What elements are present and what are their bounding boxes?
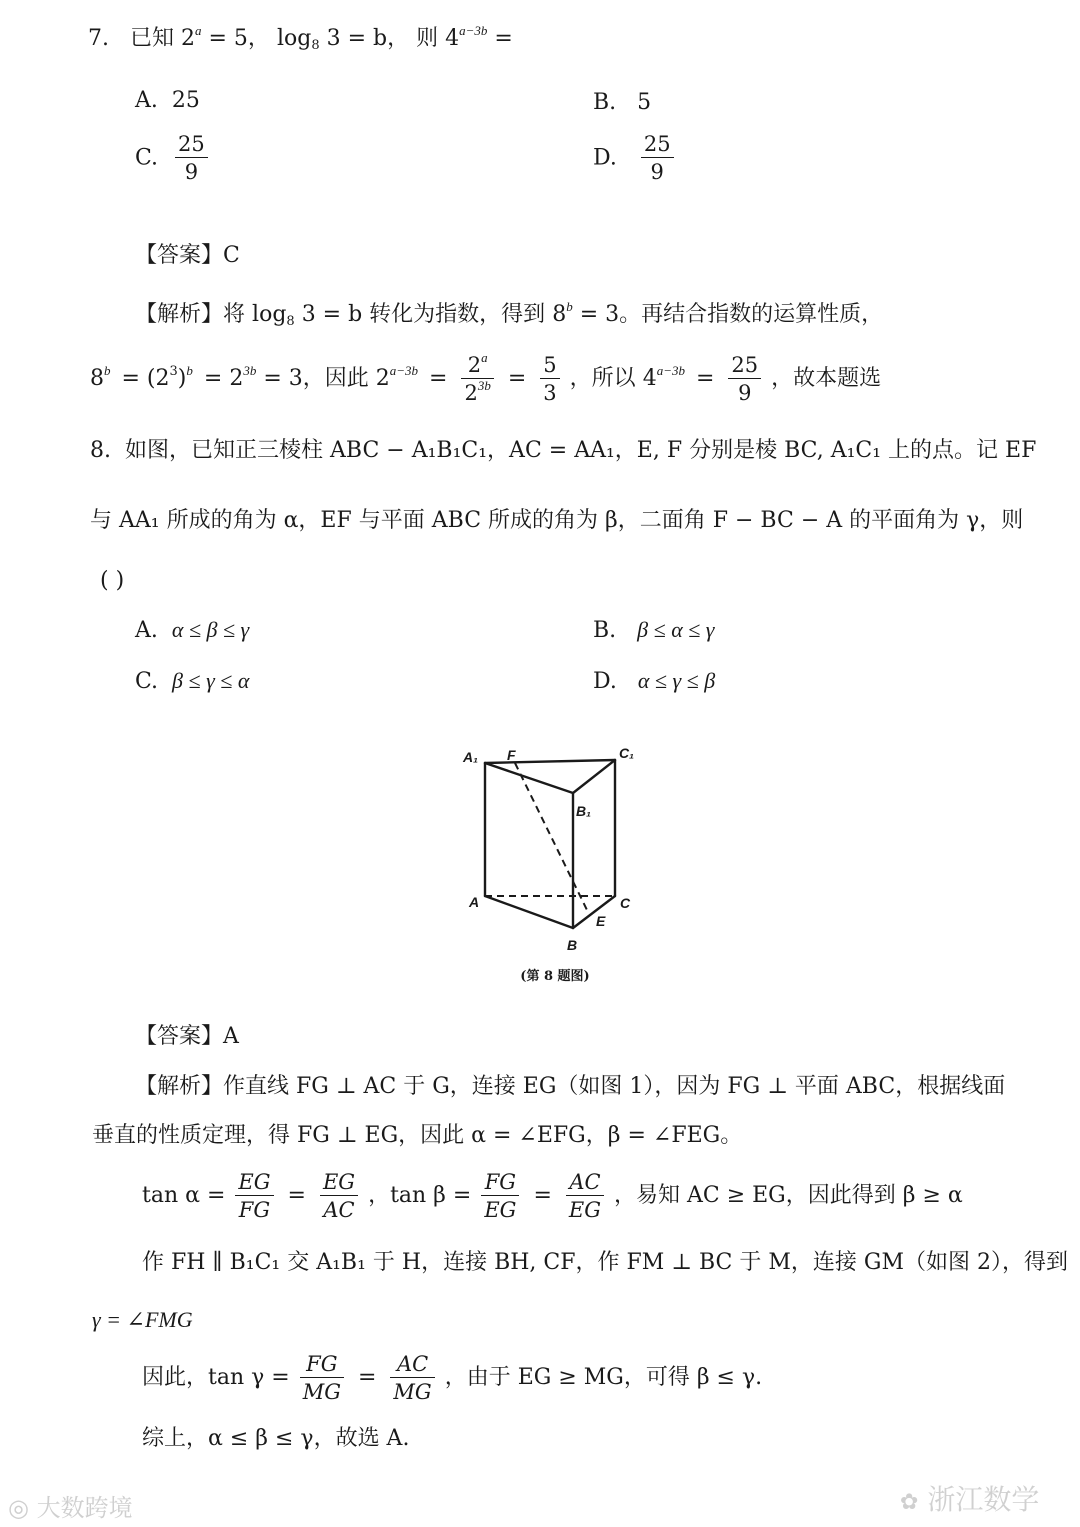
label-b1: B₁ [576,803,592,819]
q8-option-a-label: A. [135,618,158,643]
q7-l2-eight: 8 [90,366,104,392]
q7-option-a-label: A. [135,88,158,113]
label-c: C [620,895,631,911]
q8-answer [135,1024,239,1050]
q7-l2-exp-a3b: a−3b [389,363,419,379]
label-f: F [507,747,516,763]
q8-analysis-line2 [92,1123,742,1149]
q8-ta-frac1 [235,1170,273,1222]
q8-tg-frac2-den: MG [393,1380,432,1405]
q7-log: log [276,26,312,51]
q7-option-a [135,88,200,113]
q7-frac2-num: 5 [540,353,559,379]
q8-option-c [135,668,249,694]
q7-option-d [593,132,677,184]
q7-log-base: 8 [311,38,320,53]
q8-option-b [593,617,714,643]
q7-option-c-label: C. [135,145,159,171]
q7-analysis-c: = 3。再结合指数的运算性质， [579,302,884,327]
q7-analysis-exp-b: b [566,299,573,314]
watermark-left-text: 大数跨境 [36,1494,133,1522]
q7-l2-so: ，所以 [569,366,636,392]
q8-tb-frac1 [481,1170,519,1222]
q7-option-b [593,90,651,115]
q8-option-b-value: β ≤ α ≤ γ [637,617,715,642]
q8-stem2: 与 AA₁ 所成的角为 α，EF 与平面 ABC 所成的角为 β，二面角 F − BC − A 的平面角为 γ，则 [90,508,1024,533]
q7-frac2 [540,353,559,405]
q8-ta-eq: = [287,1182,306,1208]
edge-a1-b1 [485,763,573,793]
q7-option-d-label: D. [593,145,617,171]
q8-tg-tail: ，由于 EG ≥ MG，可得 β ≤ γ. [444,1364,763,1390]
q7-l2-eq: = $(2^3)^b$ [121,363,193,392]
q7-l2-mid: = 2 [203,366,244,392]
q8-tg-eq: = [357,1364,377,1390]
q7-analysis-eight: 8 [552,302,567,327]
q7-frac1-num-exp: a [481,350,488,365]
q8-ta-frac1-den: FG [238,1198,271,1223]
q7-l2-exp-3b: 3b [243,363,257,379]
q8-tb-frac1-num: FG [481,1170,519,1196]
q8-ta-frac1-num: EG [235,1170,273,1196]
q8-option-d-value: α ≤ γ ≤ β [637,668,716,693]
q7-option-c-num: 25 [175,132,208,158]
q7-l2-end: ，故本题选 [771,366,882,392]
q8-option-a [135,617,249,643]
q7-option-d-num: 25 [641,132,674,158]
wechat-icon: ✿ [900,1490,919,1515]
q7-option-b-value: 5 [637,90,652,115]
q8-tg-frac2 [390,1352,434,1404]
watermark-left [8,1488,133,1523]
q8-tb-frac1-den: EG [484,1198,517,1223]
q7-analysis-log: log [252,302,287,327]
label-b: B [567,937,578,953]
q8-tg-frac1-num: FG [300,1352,344,1378]
q7-option-a-value: 25 [171,88,200,113]
q7-stem [88,23,513,53]
q8-analysis3: 作 FH ∥ B₁C₁ 交 A₁B₁ 于 H，连接 BH, CF，作 FM ⊥ BC 于 M，连接 GM（如图 2），得到 [142,1250,1068,1275]
q7-l2-eq4: = [695,366,715,392]
q7-option-d-fraction [641,132,674,184]
q8-summary-text: 综上，α ≤ β ≤ γ，故选 A. [142,1426,410,1451]
q7-analysis-line2 [90,350,882,406]
q7-frac1-num-base: 2 [467,353,482,377]
q7-number: 7. [88,26,109,51]
q7-l2-two: 2 [375,366,390,392]
q8-option-b-label: B. [593,618,617,643]
q7-answer-value: C [223,243,240,268]
q7-option-c-fraction [175,132,208,184]
label-a1: A₁ [463,749,479,765]
q7-l2-eq3b: = [507,366,527,392]
q8-analysis-line1 [135,1074,1005,1100]
q8-paren [100,568,124,594]
q7-analysis-line1 [135,299,884,329]
q8-answer-value: A [223,1024,239,1049]
q7-l2-four: 4 [642,366,657,392]
q7-frac1 [461,350,493,406]
q8-tan-alpha: tan α = [142,1182,226,1208]
q7-pow-base: 4 [445,26,460,51]
watermark-left-icon: ◎ [8,1494,29,1522]
q8-analysis-line3 [142,1250,1068,1276]
q8-analysis1: 作直线 FG ⊥ AC 于 G，连接 EG（如图 1），因为 FG ⊥ 平面 ABC，根据线面 [223,1074,1006,1099]
q8-stem-line2 [90,508,1023,534]
edge-b1-c1 [573,760,615,793]
q8-stem-line1 [90,438,1036,464]
q8-tb-frac2-den: EG [568,1198,601,1223]
q8-tg-frac1-den: MG [302,1380,341,1405]
q8-tb-eq: = [533,1182,552,1208]
q8-tb-frac2 [566,1170,604,1222]
q7-l2-eq3: = 3，因此 [263,366,369,392]
q7-pow-exp: a−3b [459,23,488,38]
q8-ta-frac2-den: AC [323,1198,355,1223]
q8-analysis-tag: 【解析】 [135,1074,224,1099]
label-c1: C₁ [619,745,635,761]
q8-summary [142,1426,409,1452]
edge-b-c [573,896,615,928]
q7-l2-eq2: = [429,366,448,392]
q7-frac2-den: 3 [543,381,557,406]
q8-ta-frac2-num: EG [320,1170,358,1196]
q8-option-c-value: β ≤ γ ≤ α [172,668,250,693]
q7-stem-then: 则 [416,26,439,51]
q8-tan-line [142,1170,963,1222]
q7-option-c [135,132,211,184]
q7-frac1-den-base: 2 [464,381,478,406]
q7-l2-four-exp: a−3b [656,363,685,379]
q7-frac3-den: 9 [738,381,752,406]
label-a: A [469,894,480,910]
q8-option-d [593,668,715,694]
prism-figure [455,738,655,988]
q7-analysis-log-base: 8 [286,314,295,329]
q8-answer-tag: 【答案】 [135,1024,224,1049]
q7-frac1-num [461,350,493,379]
q8-analysis4: γ = ∠FMG [92,1307,193,1332]
edge-a-b [485,896,573,928]
q7-frac1-den [461,379,493,405]
q8-tan-tail: ，易知 AC ≥ EG，因此得到 β ≥ α [613,1182,963,1208]
q7-analysis-a: 将 [223,302,246,327]
q8-analysis-line4 [92,1307,193,1334]
q7-l2-exp-b: b [104,363,111,379]
q7-frac3-num: 25 [728,353,761,379]
q7-pow-rhs: = [494,26,513,51]
edge-a1-c1 [485,760,615,763]
q7-analysis-tag: 【解析】 [135,302,224,327]
q8-tb-frac2-num: AC [566,1170,604,1196]
q8-paren-text: ( ) [100,568,125,593]
q7-eq1-rhs: = 5， [208,26,270,51]
watermark-right [900,1478,1039,1518]
q7-eq1-exp: a [195,23,202,38]
q8-option-a-value: α ≤ β ≤ γ [171,617,250,642]
q8-analysis2: 垂直的性质定理，得 FG ⊥ EG，因此 α = ∠EFG，β = ∠FEG。 [92,1123,743,1148]
q7-answer-tag: 【答案】 [135,243,224,268]
q7-option-d-den: 9 [650,160,664,185]
q7-option-b-label: B. [593,90,617,115]
q7-frac3 [728,353,761,405]
q7-stem-text: 已知 [129,26,174,51]
q7-frac1-den-exp: 3b [477,378,491,394]
label-e: E [596,913,606,929]
q8-tg-frac2-num: AC [390,1352,434,1378]
q8-tg-frac1 [300,1352,344,1404]
q8-tan-beta: ，tan β = [368,1182,472,1208]
q7-eq1-base: 2 [181,26,195,51]
q8-stem1: 如图，已知正三棱柱 ABC − A₁B₁C₁，AC = AA₁，E, F 分别是棱 BC, A₁C₁ 上的点。记 EF [125,438,1037,463]
q8-ta-frac2 [320,1170,358,1222]
q8-option-c-label: C. [135,669,159,694]
q7-analysis-b: 3 = b 转化为指数，得到 [301,302,546,327]
q8-option-d-label: D. [593,669,617,694]
q7-answer [135,243,240,269]
q7-log-rhs: 3 = b， [326,26,410,51]
q8-therefore: 因此，tan γ = [142,1364,290,1390]
q7-option-c-den: 9 [184,160,199,185]
watermark-right-text: 浙江数学 [927,1483,1040,1516]
q8-tan-gamma-line [142,1352,762,1404]
figure-caption: (第 8 题图) [520,969,590,984]
q8-number: 8. [90,438,111,463]
